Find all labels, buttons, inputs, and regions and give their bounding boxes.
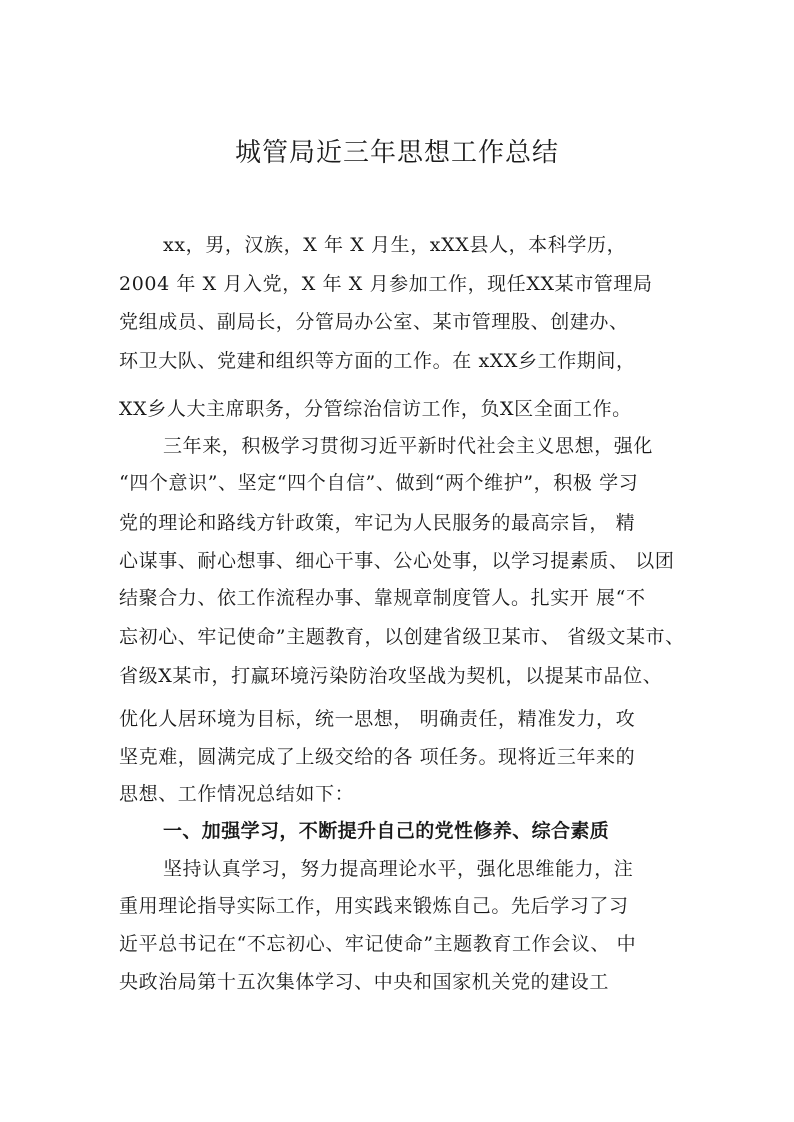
paragraph-line: 心谋事、耐心想事、细心干事、公心处事，以学习提素质、 以团 xyxy=(119,550,675,572)
paragraph-line: 忘初心、牢记使命”主题教育，以创建省级卫某市、 省级文某市、 xyxy=(119,626,685,648)
paragraph-line: 2004 年 X 月入党，X 年 X 月参加工作，现任XX某市管理局 xyxy=(119,273,653,295)
paragraph-line: XX乡人大主席职务，分管综治信访工作，负X区全面工作。 xyxy=(119,398,632,420)
paragraph-line: 思想、工作情况总结如下： xyxy=(119,783,355,805)
paragraph-line: xx，男，汉族，X 年 X 月生，xXX县人，本科学历， xyxy=(163,234,627,256)
paragraph-line: 党的理论和路线方针政策，牢记为人民服务的最高宗旨， 精 xyxy=(119,512,636,534)
document-title: 城管局近三年思想工作总结 xyxy=(234,138,559,168)
paragraph-line: 党组成员、副局长，分管局办公室、某市管理股、创建办、 xyxy=(119,311,629,333)
paragraph-line: 近平总书记在“不忘初心、牢记使命”主题教育工作会议、 中 xyxy=(119,933,637,955)
paragraph-line: 三年来，积极学习贯彻习近平新时代社会主义思想，强化 xyxy=(163,435,654,457)
paragraph-line: 环卫大队、党建和组织等方面的工作。在 xXX乡工作期间， xyxy=(119,350,636,372)
paragraph-line: 坚克难，圆满完成了上级交给的各 项任务。现将近三年来的 xyxy=(119,746,636,768)
paragraph-line: 重用理论指导实际工作，用实践来锻炼自己。先后学习了习 xyxy=(119,895,629,917)
paragraph-line: 结聚合力、依工作流程办事、靠规章制度管人。扎实开 展“不 xyxy=(119,587,646,609)
paragraph-line: “四个意识”、坚定“四个自信”、做到“两个维护”，积极 学习 xyxy=(119,472,639,494)
paragraph-line: 坚持认真学习，努力提高理论水平，强化思维能力，注 xyxy=(163,858,634,880)
paragraph-line: 优化人居环境为目标，统一思想， 明确责任，精准发力，攻 xyxy=(119,708,636,730)
section-heading: 一、加强学习，不断提升自己的党性修养、综合素质 xyxy=(163,820,610,842)
paragraph-line: 央政治局第十五次集体学习、中央和国家机关党的建设工 xyxy=(119,971,610,993)
paragraph-line: 省级X某市，打赢环境污染防治攻坚战为契机，以提某市品位、 xyxy=(119,665,663,687)
